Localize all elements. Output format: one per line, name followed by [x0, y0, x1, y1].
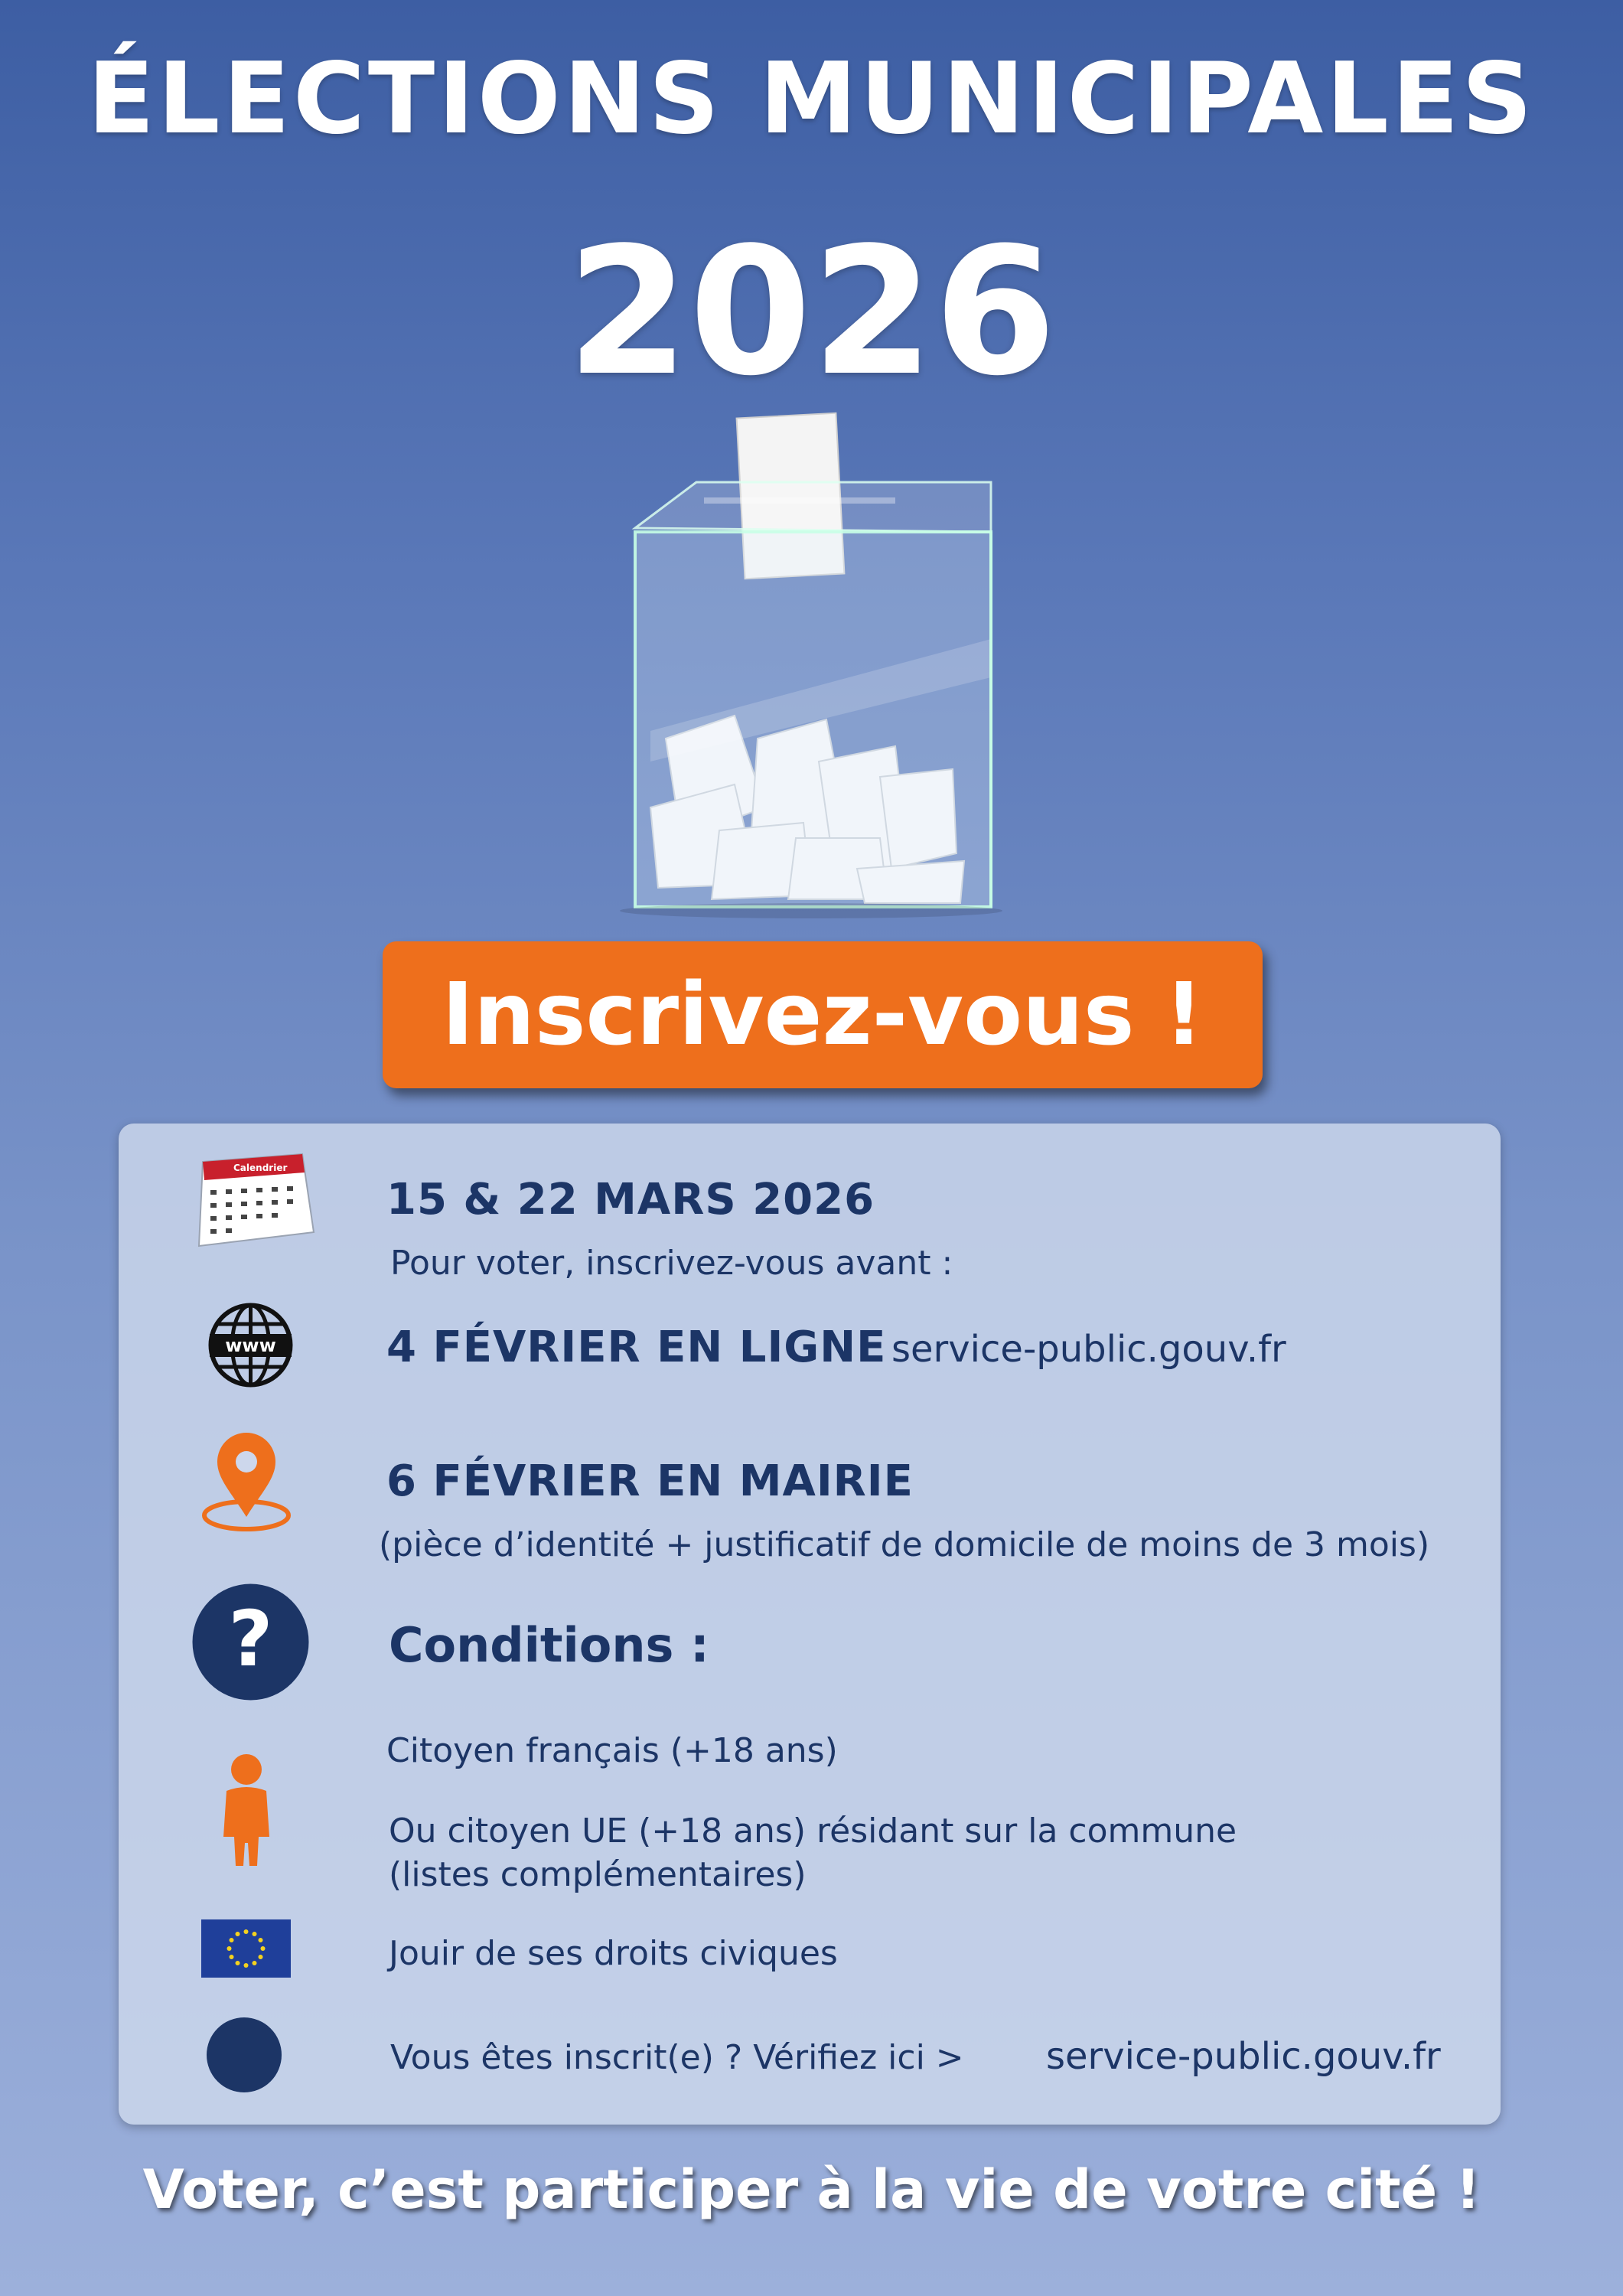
- register-before-text: Pour voter, inscrivez-vous avant :: [390, 1244, 953, 1283]
- election-dates: 15 & 22 MARS 2026: [386, 1175, 875, 1225]
- question-mark-icon: [191, 1583, 310, 1701]
- footer-slogan: Voter, c’est participer à la vie de votre cité !: [142, 2158, 1481, 2221]
- online-registration-link[interactable]: service-public.gouv.fr: [891, 1328, 1286, 1371]
- conditions-heading: Conditions :: [389, 1617, 709, 1673]
- condition-complementary-lists: (listes complémentaires): [389, 1855, 807, 1894]
- mairie-documents-note: (pièce d’identité + justificatif de domicile de moins de 3 mois): [379, 1525, 1430, 1564]
- mairie-deadline: 6 FÉVRIER EN MAIRIE: [386, 1456, 914, 1506]
- bullet-dot-icon: [207, 2017, 282, 2092]
- calendar-icon: [187, 1148, 321, 1251]
- verify-registration-text: Vous êtes inscrit(e) ? Vérifiez ici >: [390, 2038, 964, 2077]
- ballot-box-illustration: [605, 409, 1018, 930]
- person-icon: [216, 1753, 277, 1867]
- globe-icon: [207, 1301, 295, 1389]
- condition-french-citizen: Citoyen français (+18 ans): [386, 1731, 838, 1770]
- register-button[interactable]: Inscrivez-vous !: [383, 941, 1263, 1088]
- condition-eu-citizen: Ou citoyen UE (+18 ans) résidant sur la commune: [389, 1812, 1237, 1851]
- condition-civic-rights: Jouir de ses droits civiques: [389, 1934, 838, 1973]
- globe-icon-label: www: [225, 1335, 276, 1356]
- eu-flag-icon: [201, 1919, 291, 1978]
- page-title: ÉLECTIONS MUNICIPALES: [87, 42, 1536, 156]
- election-year: 2026: [566, 210, 1057, 415]
- location-pin-icon: [200, 1431, 292, 1534]
- online-deadline: 4 FÉVRIER EN LIGNE: [386, 1322, 887, 1372]
- verify-registration-link[interactable]: service-public.gouv.fr: [1046, 2035, 1441, 2078]
- calendar-icon-label: Calendrier: [233, 1163, 288, 1173]
- question-mark-glyph: ?: [228, 1594, 273, 1684]
